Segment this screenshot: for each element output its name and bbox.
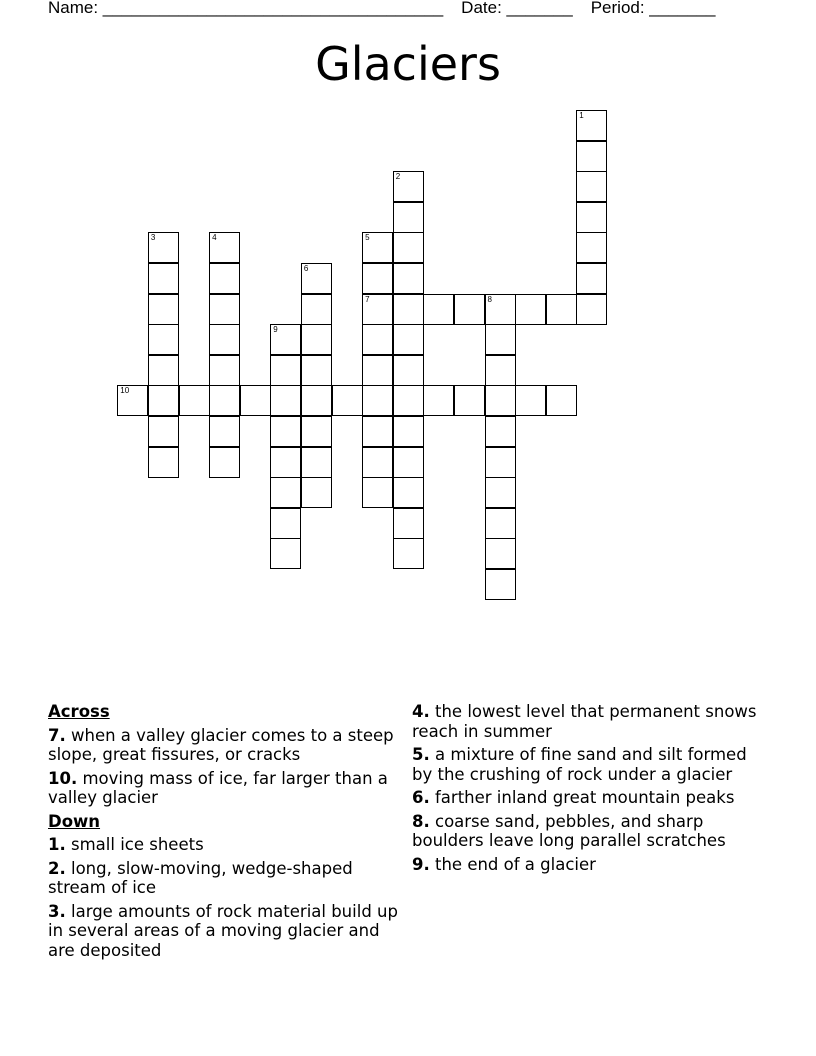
- crossword-cell[interactable]: [393, 324, 424, 355]
- crossword-cell[interactable]: [148, 294, 179, 325]
- crossword-cell[interactable]: [301, 294, 332, 325]
- crossword-cell[interactable]: [485, 324, 516, 355]
- clue-number: 8: [487, 294, 492, 304]
- clue-item-number: 5.: [412, 745, 430, 764]
- crossword-cell[interactable]: [485, 508, 516, 539]
- crossword-cell[interactable]: [485, 294, 516, 325]
- crossword-cell[interactable]: [209, 294, 240, 325]
- page-title: Glaciers: [315, 37, 501, 91]
- clue-item-number: 1.: [48, 835, 66, 854]
- clue-item-text: the lowest level that permanent snows reach in summer: [412, 702, 757, 741]
- clue-item: [48, 726, 403, 765]
- period-field[interactable]: Period: _______: [590, 0, 716, 17]
- clue-item-number: 2.: [48, 858, 66, 878]
- crossword-cell[interactable]: [148, 355, 179, 386]
- crossword-cell[interactable]: [148, 385, 179, 416]
- clue-number: 5: [365, 233, 370, 243]
- crossword-cell[interactable]: [209, 232, 240, 263]
- crossword-cell[interactable]: [362, 447, 393, 478]
- crossword-cell[interactable]: [576, 202, 607, 233]
- crossword-cell[interactable]: [393, 202, 424, 233]
- crossword-cell[interactable]: [546, 294, 577, 325]
- crossword-cell[interactable]: [362, 385, 393, 416]
- crossword-cell[interactable]: [485, 477, 516, 508]
- crossword-cell[interactable]: [362, 324, 393, 355]
- clue-item: [412, 855, 772, 875]
- clue-item-text: moving mass of ice, far larger than a valley glacier: [48, 768, 388, 807]
- clue-item: [412, 788, 772, 808]
- crossword-cell[interactable]: [209, 355, 240, 386]
- crossword-cell[interactable]: [270, 385, 301, 416]
- crossword-cell[interactable]: [485, 447, 516, 478]
- crossword-cell[interactable]: [148, 324, 179, 355]
- clue-item: [412, 812, 772, 851]
- crossword-cell[interactable]: [576, 232, 607, 263]
- clue-item-text: large amounts of rock material build up in several areas of a moving glacier and are deposited: [48, 901, 398, 960]
- crossword-cell[interactable]: [362, 232, 393, 263]
- clue-item-number: 4.: [412, 702, 430, 721]
- crossword-cell[interactable]: [301, 324, 332, 355]
- crossword-cell[interactable]: [148, 263, 179, 294]
- crossword-cell[interactable]: [454, 385, 485, 416]
- crossword-cell[interactable]: [117, 385, 148, 416]
- crossword-cell[interactable]: [148, 232, 179, 263]
- clue-item: [48, 859, 403, 898]
- crossword-cell[interactable]: [362, 294, 393, 325]
- clue-number: 4: [212, 233, 217, 243]
- crossword-cell[interactable]: [362, 263, 393, 294]
- clue-number: 6: [303, 264, 309, 273]
- down-clue-list-continued: [412, 702, 772, 874]
- crossword-cell[interactable]: [393, 477, 424, 508]
- crossword-cell[interactable]: [148, 447, 179, 478]
- crossword-cell[interactable]: [576, 294, 607, 325]
- crossword-cell[interactable]: [209, 263, 240, 294]
- crossword-cell[interactable]: [362, 416, 393, 447]
- crossword-cell[interactable]: [485, 538, 516, 569]
- crossword-cell[interactable]: [393, 385, 424, 416]
- crossword-cell[interactable]: [301, 355, 332, 386]
- clues-right-column: [412, 702, 772, 878]
- crossword-cell[interactable]: [209, 324, 240, 355]
- crossword-cell[interactable]: [270, 416, 301, 447]
- crossword-cell[interactable]: [393, 447, 424, 478]
- crossword-cell[interactable]: [393, 416, 424, 447]
- crossword-cell[interactable]: [393, 294, 424, 325]
- down-clue-list: [48, 835, 403, 960]
- crossword-cell[interactable]: [301, 263, 332, 294]
- clue-item-text: coarse sand, pebbles, and sharp boulders leave long parallel scratches: [412, 811, 726, 850]
- crossword-cell[interactable]: [270, 324, 301, 355]
- crossword-cell[interactable]: [515, 385, 546, 416]
- clue-item: [412, 745, 772, 784]
- crossword-cell[interactable]: [148, 416, 179, 447]
- crossword-cell[interactable]: [332, 385, 363, 416]
- crossword-cell[interactable]: [301, 447, 332, 478]
- crossword-cell[interactable]: [576, 110, 607, 141]
- clue-item: [48, 902, 403, 961]
- crossword-cell[interactable]: [362, 477, 393, 508]
- clue-item-text: small ice sheets: [71, 835, 204, 854]
- crossword-cell[interactable]: [393, 538, 424, 569]
- clue-number: 2: [395, 172, 401, 182]
- crossword-cell[interactable]: [209, 385, 240, 416]
- crossword-cell[interactable]: [179, 385, 210, 416]
- crossword-cell[interactable]: [301, 416, 332, 447]
- crossword-cell[interactable]: [576, 263, 607, 294]
- crossword-cell[interactable]: [515, 294, 546, 325]
- down-heading: Down: [48, 811, 101, 831]
- clue-item: [48, 769, 403, 808]
- clue-item-text: when a valley glacier comes to a steep slope, great fissures, or cracks: [48, 725, 394, 764]
- crossword-cell[interactable]: [209, 416, 240, 447]
- clue-item-text: farther inland great mountain peaks: [435, 788, 735, 807]
- clue-number: 1: [579, 111, 584, 120]
- clue-number: 9: [273, 325, 278, 335]
- crossword-cell[interactable]: [301, 477, 332, 508]
- clue-item: [412, 702, 772, 741]
- crossword-cell[interactable]: [576, 141, 607, 172]
- clue-item-number: 3.: [48, 901, 66, 921]
- crossword-cell[interactable]: [454, 294, 485, 325]
- crossword-cell[interactable]: [423, 385, 454, 416]
- clue-item-number: 9.: [412, 854, 430, 874]
- crossword-cell[interactable]: [270, 355, 301, 386]
- crossword-cell[interactable]: [270, 538, 301, 569]
- crossword-cell[interactable]: [240, 385, 271, 416]
- across-heading: Across: [48, 702, 110, 721]
- crossword-cell[interactable]: [393, 232, 424, 263]
- crossword-cell[interactable]: [485, 569, 516, 600]
- crossword-cell[interactable]: [209, 447, 240, 478]
- crossword-cell[interactable]: [485, 385, 516, 416]
- clue-item-text: long, slow-moving, wedge-shaped stream of ice: [48, 858, 353, 897]
- clue-item-text: a mixture of fine sand and silt formed by the crushing of rock under a glacier: [412, 745, 747, 784]
- clue-item-number: 6.: [412, 788, 430, 807]
- date-field[interactable]: Date: _______: [461, 0, 573, 17]
- crossword-cell[interactable]: [301, 385, 332, 416]
- across-clue-list: [48, 726, 403, 808]
- clue-item-number: 7.: [48, 725, 66, 745]
- crossword-cell[interactable]: [393, 508, 424, 539]
- crossword-cell[interactable]: [485, 355, 516, 386]
- crossword-cell[interactable]: [393, 355, 424, 386]
- crossword-cell[interactable]: [270, 447, 301, 478]
- crossword-cell[interactable]: [362, 355, 393, 386]
- clue-number: 3: [150, 233, 156, 243]
- crossword-cell[interactable]: [485, 416, 516, 447]
- crossword-cell[interactable]: [270, 477, 301, 508]
- crossword-cell[interactable]: [546, 385, 577, 416]
- clue-item-number: 8.: [412, 811, 430, 831]
- crossword-cell[interactable]: [423, 294, 454, 325]
- clue-item: [48, 835, 403, 855]
- clue-item-text: the end of a glacier: [435, 854, 596, 874]
- crossword-cell[interactable]: [270, 508, 301, 539]
- clue-item-number: 10.: [48, 768, 78, 788]
- crossword-cell[interactable]: [393, 263, 424, 294]
- crossword-cell[interactable]: [393, 171, 424, 202]
- crossword-cell[interactable]: [576, 171, 607, 202]
- clue-number: 10: [120, 386, 130, 396]
- clues-left-column: [48, 702, 403, 964]
- name-field[interactable]: Name: ____________________________________: [48, 0, 444, 17]
- clue-number: 7: [365, 294, 370, 304]
